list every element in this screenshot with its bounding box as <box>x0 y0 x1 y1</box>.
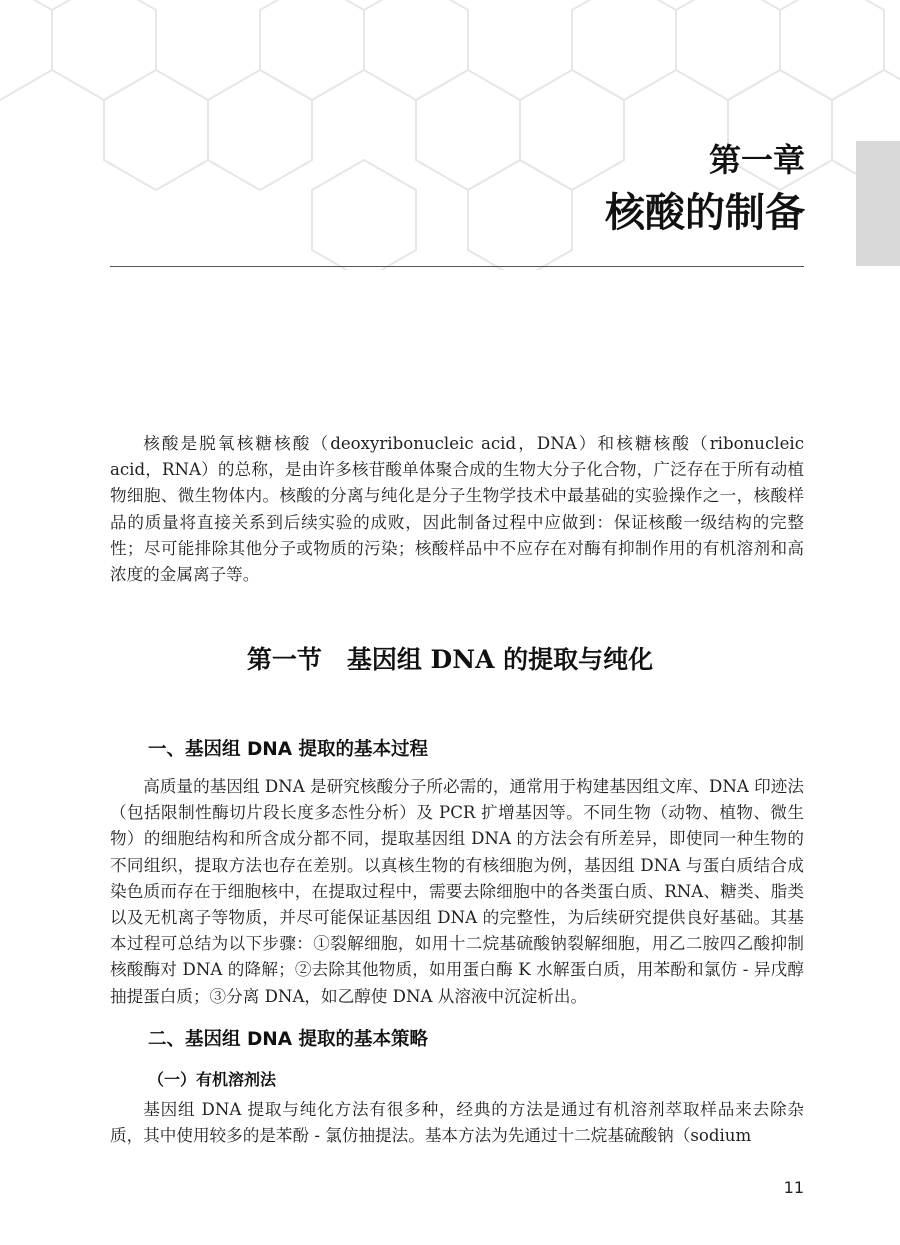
title-divider <box>110 266 804 267</box>
chapter-title: 核酸的制备 <box>605 190 805 236</box>
subheading-organic-solvent: （一）有机溶剂法 <box>148 1070 277 1089</box>
heading-basic-process: 一、基因组 DNA 提取的基本过程 <box>148 739 429 760</box>
chapter-side-tab <box>856 141 900 266</box>
intro-paragraph: 核酸是脱氧核糖核酸（deoxyribonucleic acid，DNA）和核糖核酸（ribonucleic acid，RNA）的总称，是由许多核苷酸单体聚合成的生物大分子化合物，广泛存在于所有动植物细胞、微生物体内。核酸的分离与纯化是分子生物学技术中最基础的实验操作之一，核酸样品的质量将直接关系到后续实验的成败，因此制备过程中应做到：保证核酸一级结构的完整性；尽可能排除其他分子或物质的污染；核酸样品中不应存在对酶有抑制作用的有机溶剂和高浓度的金属离子等。 <box>110 434 804 585</box>
page-number: 11 <box>783 1178 804 1197</box>
paragraph-organic-solvent: 基因组 DNA 提取与纯化方法有很多种，经典的方法是通过有机溶剂萃取样品来去除杂质，其中使用较多的是苯酚 - 氯仿抽提法。基本方法为先通过十二烷基硫酸钠（sodium <box>110 1100 804 1146</box>
chapter-label: 第一章 <box>708 141 805 179</box>
section-title: 第一节 基因组 DNA 的提取与纯化 <box>246 645 654 674</box>
paragraph-basic-process: 高质量的基因组 DNA 是研究核酸分子所必需的，通常用于构建基因组文库、DNA 印迹法（包括限制性酶切片段长度多态性分析）及 PCR 扩增基因等。不同生物（动物、植物、微生物）的细胞结构和所含成分都不同，提取基因组 DNA 的方法会有所差异，即使同一种生物的不同组织，提取方法也存在差别。以真核生物的有核细胞为例，基因组 DNA 与蛋白质结合成染色质而存在于细胞核中，在提取过程中，需要去除细胞中的各类蛋白质、RNA、糖类、脂类以及无机离子等物质，并尽可能保证基因组 DNA 的完整性，为后续研究提供良好基础。其基本过程可总结为以下步骤：①裂解细胞，如用十二烷基硫酸钠裂解细胞，用乙二胺四乙酸抑制核酸酶对 DNA 的降解；②去除其他物质，如用蛋白酶 K 水解蛋白质，用苯酚和氯仿 - 异戊醇抽提蛋白质；③分离 DNA，如乙醇使 DNA 从溶液中沉淀析出。 <box>110 777 804 1006</box>
heading-basic-strategy: 二、基因组 DNA 提取的基本策略 <box>148 1029 429 1050</box>
